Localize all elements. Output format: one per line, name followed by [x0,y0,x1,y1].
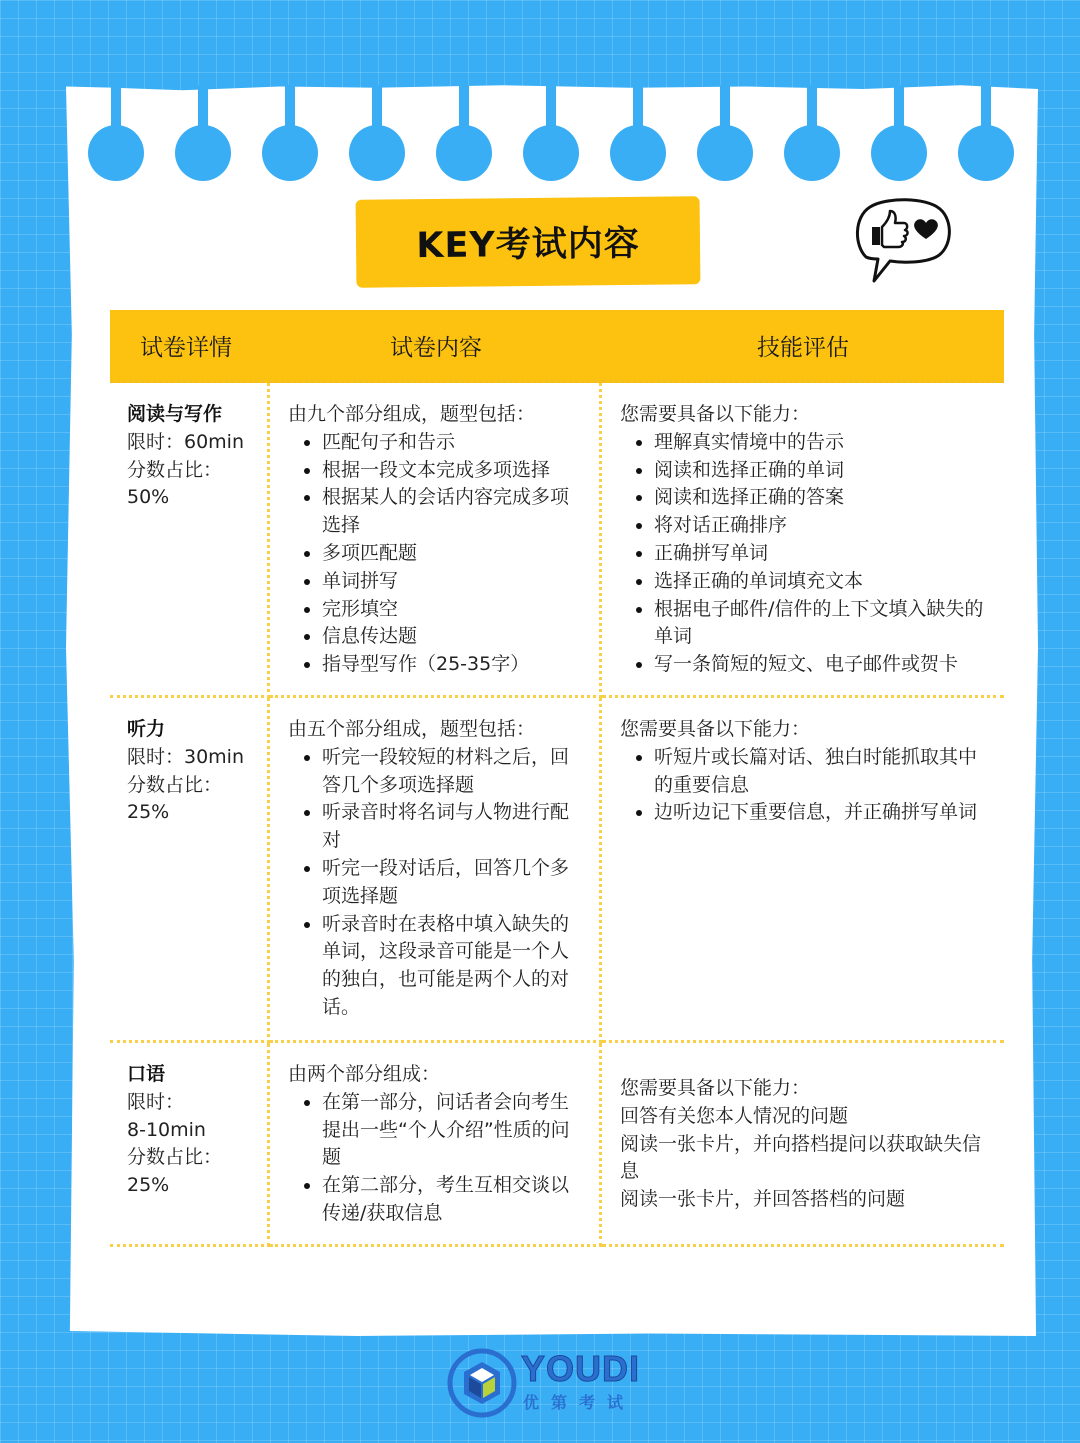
list-item: • 正确拼写单词 [654,540,988,568]
content-list [288,1089,583,1228]
binder-ring [610,85,666,181]
list-item: • 在第二部分，考生互相交谈以传递/获取信息 [322,1172,583,1228]
skills-list [620,744,988,827]
binder-ring [436,85,492,181]
list-item: • 选择正确的单词填充文本 [654,568,988,596]
list-item: • 指导型写作（25-35字） [322,651,583,679]
list-item: • 写一条简短的短文、电子邮件或贺卡 [654,651,988,679]
list-item: • 边听边记下重要信息，并正确拼写单词 [654,799,988,827]
binder-ring [88,85,144,181]
youdi-logo-icon [447,1348,517,1418]
list-item: • 单词拼写 [322,568,583,596]
binder-ring [784,85,840,181]
score-ratio: 25% [127,1174,170,1197]
list-item: • 理解真实情境中的告示 [654,429,988,457]
list-item: • 听短片或长篇对话、独白时能抓取其中的重要信息 [654,744,988,800]
listening-details [110,698,270,1043]
list-item: • 完形填空 [322,596,583,624]
list-item: • 根据电子邮件/信件的上下文填入缺失的单词 [654,596,988,652]
skills-intro: 您需要具备以下能力： [620,718,811,740]
time-limit: 限时：30min [127,745,245,768]
speaking-details [110,1043,270,1247]
list-item: • 信息传达题 [322,623,583,651]
score-ratio: 25% [127,801,170,824]
score-ratio: 50% [127,486,170,509]
list-item: • 阅读和选择正确的单词 [654,457,988,485]
content-intro: 由九个部分组成，题型包括： [288,403,536,425]
binder-ring [349,85,405,181]
listening-skills [602,698,1004,1043]
list-item: • 听完一段对话后，回答几个多项选择题 [322,855,583,911]
reading-writing-content [270,383,602,698]
page-title: KEY考试内容 [356,196,701,288]
list-item: • 根据某人的会话内容完成多项选择 [322,484,583,540]
skills-list [620,429,988,679]
binder-ring [262,85,318,181]
binder-ring [523,85,579,181]
list-item: • 将对话正确排序 [654,512,988,540]
speaking-skills [602,1043,1004,1247]
skills-intro: 您需要具备以下能力： [620,1077,811,1099]
list-item: • 根据一段文本完成多项选择 [322,457,583,485]
content-intro: 由五个部分组成，题型包括： [288,718,536,740]
section-title: 听力 [127,718,166,740]
content-list [288,429,583,679]
reading-writing-skills [602,383,1004,698]
brand-subtitle: 优第考试 [523,1393,636,1412]
header-exam-details: 试卷详情 [110,310,270,383]
list-item: • 听完一段较短的材料之后，回答几个多项选择题 [322,744,583,800]
binder-ring [175,85,231,181]
score-ratio-label: 分数占比： [127,773,223,796]
reading-writing-details [110,383,270,698]
skill-line: 阅读一张卡片，并向搭档提问以获取缺失信息 [620,1132,982,1183]
time-limit: 8-10min [127,1118,206,1141]
skills-intro: 您需要具备以下能力： [620,403,811,425]
content-list [288,744,583,1022]
section-title: 口语 [127,1063,166,1085]
list-item: • 匹配句子和告示 [322,429,583,457]
binder-ring [697,85,753,181]
binder-ring [871,85,927,181]
section-title: 阅读与写作 [127,403,223,425]
header-skill-assessment: 技能评估 [602,310,1004,383]
list-item: • 多项匹配题 [322,540,583,568]
brand-name: YOUDI [521,1348,641,1389]
score-ratio-label: 分数占比： [127,1146,223,1169]
thumbs-up-heart-speech-bubble-icon [852,195,954,289]
exam-content-table [110,310,1004,1247]
youdi-logo [447,1348,641,1420]
listening-content [270,698,602,1043]
skill-line: 回答有关您本人情况的问题 [620,1104,849,1127]
score-ratio-label: 分数占比： [127,458,223,481]
list-item: • 听录音时将名词与人物进行配对 [322,799,583,855]
binder-ring [958,85,1014,181]
list-item: • 阅读和选择正确的答案 [654,484,988,512]
speaking-content [270,1043,602,1247]
time-limit-label: 限时： [127,1090,185,1113]
list-item: • 在第一部分，问话者会向考生提出一些“个人介绍”性质的问题 [322,1089,583,1172]
content-intro: 由两个部分组成： [288,1063,441,1085]
list-item: • 听录音时在表格中填入缺失的单词，这段录音可能是一个人的独白，也可能是两个人的对话。 [322,911,583,1022]
time-limit: 限时：60min [127,430,245,453]
header-exam-content: 试卷内容 [270,310,602,383]
skill-line: 阅读一张卡片，并回答搭档的问题 [620,1188,906,1211]
